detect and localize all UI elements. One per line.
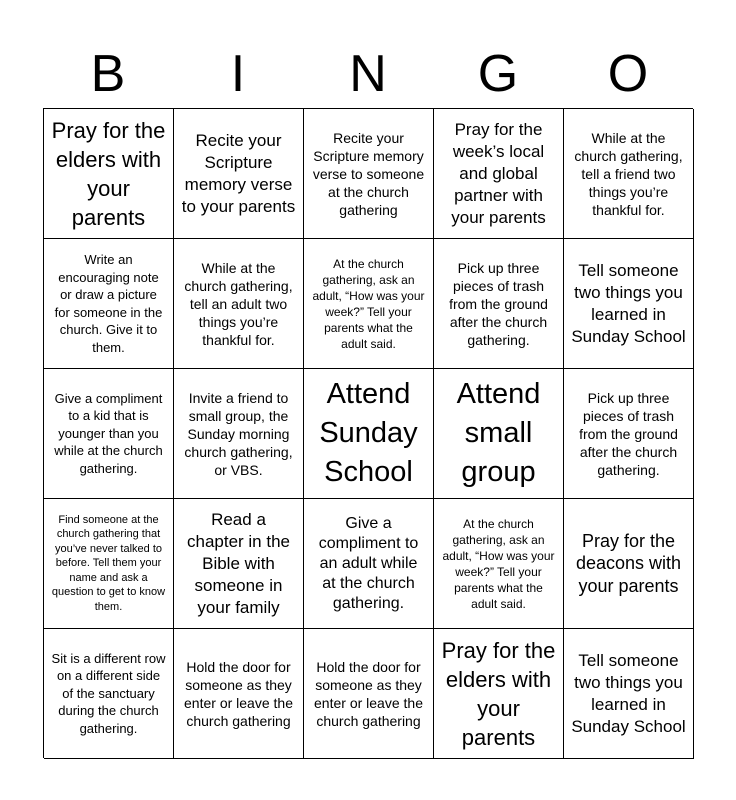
bingo-cell[interactable] [44, 109, 174, 239]
cell-text: Recite your Scripture memory verse to your parents [181, 130, 296, 216]
cell-text: While at the church gathering, tell a friend two things you’re thankful for. [574, 129, 683, 218]
bingo-cell[interactable] [434, 369, 564, 499]
bingo-header [43, 40, 693, 108]
cell-text: At the church gathering, ask an adult, “How was your week?” Tell your parents what the adult said. [442, 516, 555, 611]
cell-text: At the church gathering, ask an adult, “How was your week?” Tell your parents what the adult said. [312, 256, 425, 351]
bingo-cell[interactable] [304, 369, 434, 499]
bingo-cell[interactable] [564, 499, 694, 629]
cell-text: Pray for the elders with your parents [51, 117, 166, 230]
cell-text: Give a compliment to an adult while at the church gathering. [318, 514, 419, 612]
cell-text: Write an encouraging note or draw a picture for someone in the church. Give it to them. [54, 252, 163, 355]
bingo-cell[interactable] [434, 109, 564, 239]
cell-text: Tell someone two things you learned in Sunday School [571, 650, 686, 736]
header-letter-g: G [477, 45, 519, 103]
bingo-cell[interactable] [564, 239, 694, 369]
bingo-cell[interactable] [44, 369, 174, 499]
bingo-cell[interactable] [434, 499, 564, 629]
cell-text: Hold the door for someone as they enter or leave the church gathering [314, 658, 423, 729]
bingo-cell[interactable] [44, 239, 174, 369]
header-letter-n: N [349, 45, 387, 103]
bingo-cell[interactable] [304, 499, 434, 629]
bingo-cell[interactable] [434, 629, 564, 759]
bingo-cell[interactable] [564, 109, 694, 239]
cell-text: Sit is a different row on a different side of the sanctuary during the church gathering. [51, 650, 166, 736]
bingo-cell[interactable] [304, 239, 434, 369]
bingo-cell[interactable] [564, 369, 694, 499]
cell-text: Pick up three pieces of trash from the ground after the church gathering. [449, 259, 548, 348]
cell-text: Pick up three pieces of trash from the ground after the church gathering. [579, 389, 678, 478]
bingo-cell[interactable] [434, 239, 564, 369]
bingo-cell[interactable] [174, 499, 304, 629]
cell-text: Give a compliment to a kid that is younger than you while at the church gathering. [54, 390, 163, 476]
cell-text: Find someone at the church gathering that you’ve never talked to before. Tell them your name and ask a question to get to know them. [51, 513, 166, 613]
cell-text: While at the church gathering, tell an adult two things you’re thankful for. [184, 259, 293, 348]
bingo-cell[interactable] [44, 629, 174, 759]
bingo-cell[interactable] [564, 629, 694, 759]
cell-text: Pray for the week’s local and global partner with your parents [451, 119, 546, 227]
bingo-cell[interactable] [174, 629, 304, 759]
cell-text: Attend Sunday School [319, 378, 418, 488]
cell-text: Read a chapter in the Bible with someone in your family [186, 509, 290, 617]
cell-text: Hold the door for someone as they enter or leave the church gathering [184, 658, 293, 729]
bingo-cell[interactable] [174, 369, 304, 499]
cell-text: Recite your Scripture memory verse to someone at the church gathering [312, 129, 425, 218]
cell-text: Pray for the deacons with your parents [575, 530, 682, 596]
bingo-cell[interactable] [44, 499, 174, 629]
header-letter-o: O [607, 45, 649, 103]
bingo-cell[interactable] [174, 109, 304, 239]
header-letter-b: B [90, 45, 126, 103]
bingo-cell[interactable] [304, 629, 434, 759]
cell-text: Attend small group [456, 378, 541, 488]
bingo-cell[interactable] [174, 239, 304, 369]
cell-text: Pray for the elders with your parents [441, 637, 556, 750]
bingo-grid [43, 108, 693, 758]
bingo-cell[interactable] [304, 109, 434, 239]
cell-text: Invite a friend to small group, the Sunday morning church gathering, or VBS. [184, 389, 293, 478]
header-letter-i: I [230, 45, 246, 103]
cell-text: Tell someone two things you learned in Sunday School [571, 260, 686, 346]
